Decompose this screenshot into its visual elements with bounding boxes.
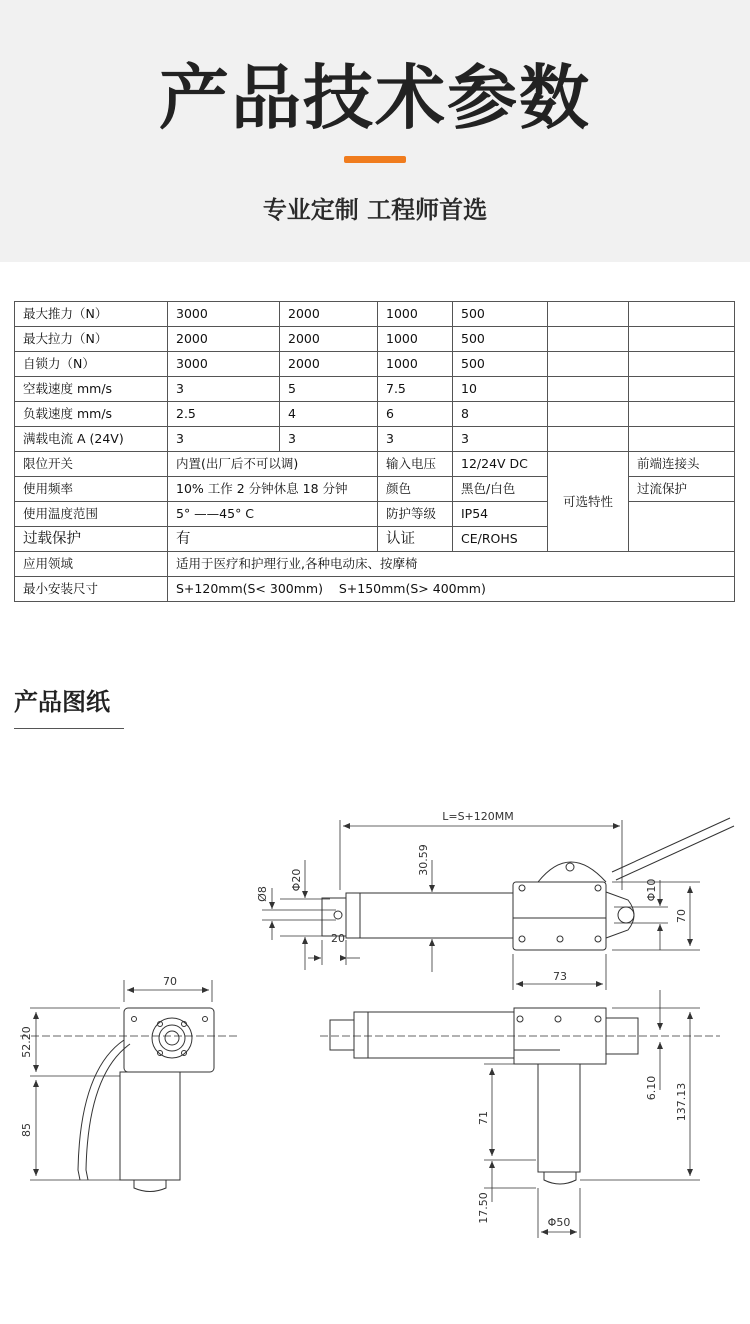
dim-h85: 85 bbox=[20, 1123, 33, 1137]
spec-table bbox=[14, 301, 735, 602]
table-cell: S+120mm(S< 300mm) S+150mm(S> 400mm) bbox=[168, 577, 735, 602]
table-cell: 3000 bbox=[168, 352, 280, 377]
technical-drawing bbox=[0, 740, 750, 1300]
table-cell bbox=[548, 402, 629, 427]
row-label: 最大拉力（N） bbox=[15, 327, 168, 352]
table-cell: 1000 bbox=[378, 302, 453, 327]
table-row bbox=[15, 427, 735, 452]
table-cell: 12/24V DC bbox=[453, 452, 548, 477]
table-cell bbox=[629, 502, 735, 552]
section-underline bbox=[14, 728, 124, 729]
row-label: 最大推力（N） bbox=[15, 302, 168, 327]
row-label: 自锁力（N） bbox=[15, 352, 168, 377]
table-cell: 3000 bbox=[168, 302, 280, 327]
table-cell bbox=[548, 327, 629, 352]
dim-h610: 6.10 bbox=[645, 1075, 658, 1101]
table-cell: 5° ——45° C bbox=[168, 502, 378, 527]
row-label: 认证 bbox=[378, 527, 453, 552]
table-cell: 黑色/白色 bbox=[453, 477, 548, 502]
table-cell: 1000 bbox=[378, 327, 453, 352]
table-cell: 3 bbox=[280, 427, 378, 452]
header-banner bbox=[0, 0, 750, 262]
table-row bbox=[15, 402, 735, 427]
dim-h3059: 30.59 bbox=[417, 844, 430, 876]
table-cell: 10 bbox=[453, 377, 548, 402]
table-row bbox=[15, 352, 735, 377]
table-cell: CE/ROHS bbox=[453, 527, 548, 552]
table-row bbox=[15, 552, 735, 577]
table-cell bbox=[629, 427, 735, 452]
side-view-top bbox=[322, 818, 734, 950]
table-cell: 8 bbox=[453, 402, 548, 427]
row-label: 负载速度 mm/s bbox=[15, 402, 168, 427]
optional-features-label: 可选特性 bbox=[548, 452, 629, 552]
table-cell: 500 bbox=[453, 352, 548, 377]
table-cell bbox=[548, 377, 629, 402]
drawing-section-title: 产品图纸 bbox=[14, 688, 110, 716]
row-label: 最小安装尺寸 bbox=[15, 577, 168, 602]
table-cell: 3 bbox=[168, 377, 280, 402]
table-cell: 内置(出厂后不可以调) bbox=[168, 452, 378, 477]
table-cell: 2000 bbox=[280, 352, 378, 377]
top-view bbox=[330, 1008, 638, 1184]
end-view bbox=[78, 1008, 214, 1192]
dim-length: L=S+120MM bbox=[442, 810, 514, 823]
table-cell: 有 bbox=[168, 527, 378, 552]
table-cell bbox=[629, 302, 735, 327]
page-title: 产品技术参数 bbox=[159, 57, 591, 139]
dim-h13713: 137.13 bbox=[675, 1082, 688, 1122]
dim-h71: 71 bbox=[477, 1111, 490, 1125]
table-cell: 2000 bbox=[280, 327, 378, 352]
table-row bbox=[15, 452, 735, 477]
table-cell bbox=[629, 402, 735, 427]
side-view-dimensions bbox=[262, 820, 700, 990]
dim-d8: Ø8 bbox=[256, 886, 269, 902]
dim-w20: 20 bbox=[331, 932, 345, 945]
table-cell: 适用于医疗和护理行业,各种电动床、按摩椅 bbox=[168, 552, 735, 577]
dim-h5220: 52.20 bbox=[20, 1026, 33, 1058]
table-cell: 4 bbox=[280, 402, 378, 427]
optional-feature-item: 过流保护 bbox=[629, 477, 735, 502]
row-label: 输入电压 bbox=[378, 452, 453, 477]
table-cell: 6 bbox=[378, 402, 453, 427]
table-cell: 3 bbox=[378, 427, 453, 452]
dim-d50: Φ50 bbox=[547, 1216, 571, 1229]
table-cell bbox=[629, 377, 735, 402]
table-cell: 2.5 bbox=[168, 402, 280, 427]
table-row bbox=[15, 577, 735, 602]
table-cell: 5 bbox=[280, 377, 378, 402]
dim-w73: 73 bbox=[553, 970, 567, 983]
end-view-dimensions bbox=[20, 980, 240, 1180]
table-cell bbox=[548, 427, 629, 452]
table-cell bbox=[548, 352, 629, 377]
dim-d20: Φ20 bbox=[290, 868, 303, 892]
table-cell: 10% 工作 2 分钟休息 18 分钟 bbox=[168, 477, 378, 502]
top-view-dimensions bbox=[320, 990, 720, 1238]
dim-d10: Φ10 bbox=[645, 878, 658, 902]
row-label: 空载速度 mm/s bbox=[15, 377, 168, 402]
row-label: 限位开关 bbox=[15, 452, 168, 477]
row-label: 使用温度范围 bbox=[15, 502, 168, 527]
dim-h70-side: 70 bbox=[675, 909, 688, 923]
table-row bbox=[15, 327, 735, 352]
table-cell: 500 bbox=[453, 327, 548, 352]
page-subtitle: 专业定制 工程师首选 bbox=[262, 196, 488, 224]
table-row bbox=[15, 302, 735, 327]
table-cell bbox=[548, 302, 629, 327]
row-label: 应用领域 bbox=[15, 552, 168, 577]
row-label: 满载电流 A (24V) bbox=[15, 427, 168, 452]
table-cell: IP54 bbox=[453, 502, 548, 527]
dim-h1750: 17.50 bbox=[477, 1192, 490, 1224]
table-cell bbox=[629, 327, 735, 352]
row-label: 防护等级 bbox=[378, 502, 453, 527]
table-cell bbox=[629, 352, 735, 377]
row-label: 颜色 bbox=[378, 477, 453, 502]
table-cell: 2000 bbox=[168, 327, 280, 352]
table-cell: 2000 bbox=[280, 302, 378, 327]
table-cell: 3 bbox=[453, 427, 548, 452]
table-cell: 7.5 bbox=[378, 377, 453, 402]
table-cell: 3 bbox=[168, 427, 280, 452]
row-label: 过载保护 bbox=[15, 527, 168, 552]
table-cell: 1000 bbox=[378, 352, 453, 377]
title-accent-bar bbox=[344, 156, 406, 163]
table-cell: 500 bbox=[453, 302, 548, 327]
row-label: 使用频率 bbox=[15, 477, 168, 502]
dim-w70: 70 bbox=[163, 975, 177, 988]
optional-feature-item: 前端连接头 bbox=[629, 452, 735, 477]
table-row bbox=[15, 377, 735, 402]
